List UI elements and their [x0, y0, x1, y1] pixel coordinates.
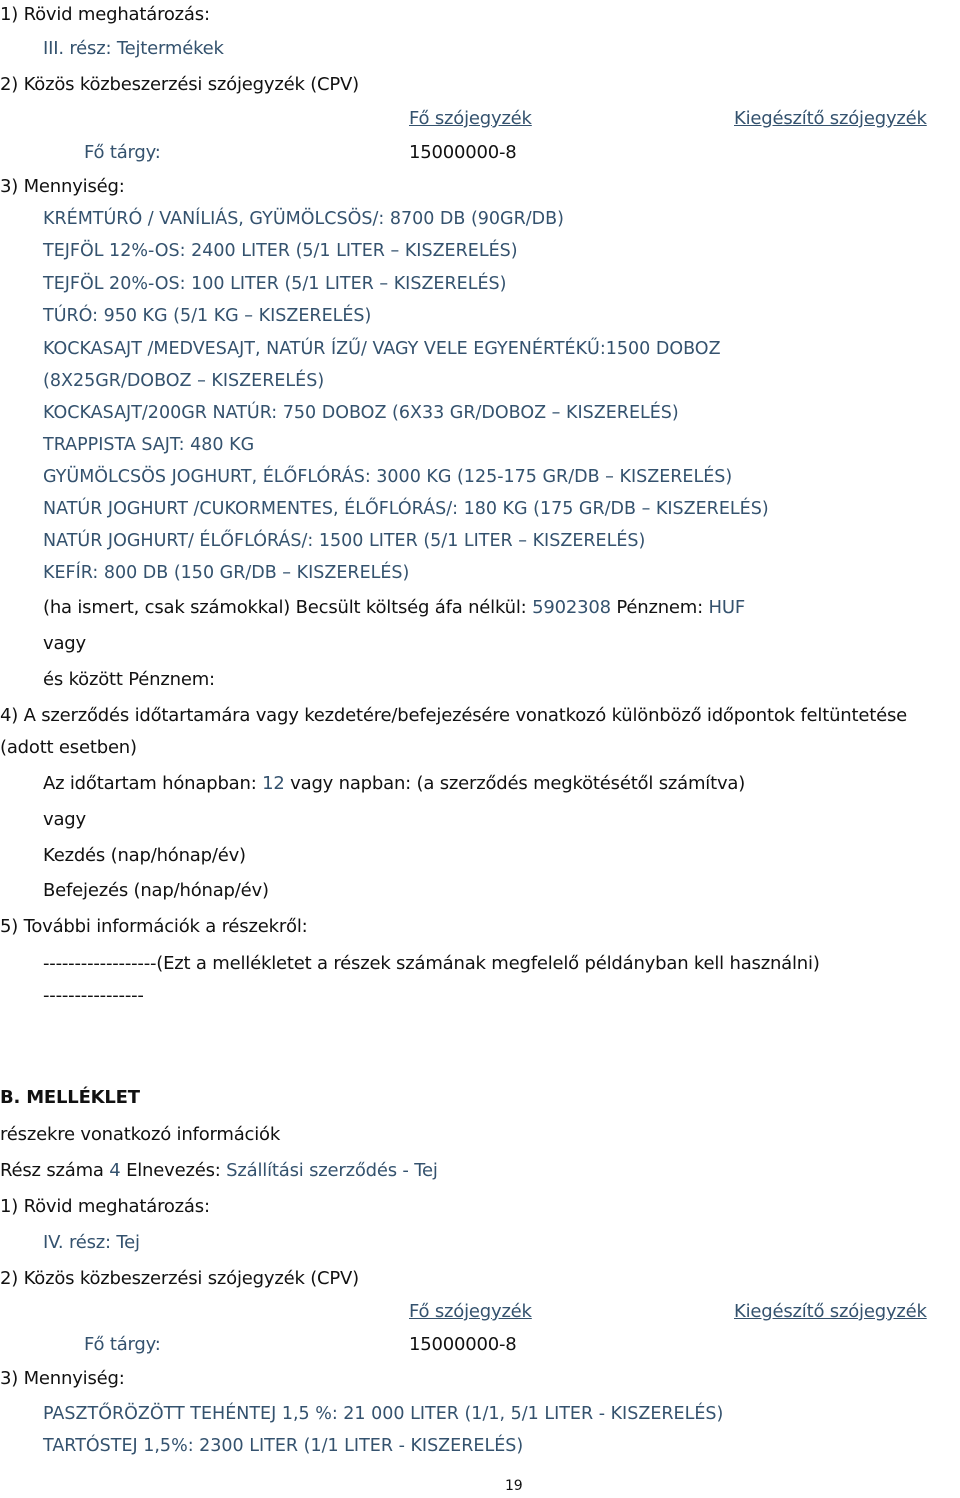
quantity-item: KOCKASAJT /MEDVESAJT, NATÚR ÍZŰ/ VAGY VELE EGYENÉRTÉKŰ:1500 DOBOZ [43, 339, 721, 359]
duration-months-value: 12 [262, 773, 285, 794]
start-date-label: Kezdés (nap/hónap/év) [43, 845, 246, 866]
or-text-2: vagy [43, 809, 86, 830]
quantity-item: KOCKASAJT/200GR NATÚR: 750 DOBOZ (6X33 GR/DOBOZ – KISZERELÉS) [43, 403, 679, 423]
annex-title: B. MELLÉKLET [0, 1087, 140, 1108]
part-name-label: Elnevezés: [126, 1160, 221, 1181]
quantity-item: KRÉMTÚRÓ / VANÍLIÁS, GYÜMÖLCSÖS/: 8700 DB (90GR/DB) [43, 209, 564, 229]
annex-usage-note: ------------------(Ezt a mellékletet a részek számának megfelelő példányban kell használni) [43, 953, 820, 974]
part-header-line [0, 1159, 438, 1183]
duration-heading: 4) A szerződés időtartamára vagy kezdetére/befejezésére vonatkozó különböző időpontok feltüntetése [0, 705, 908, 726]
quantity-label: 3) Mennyiség: [0, 176, 125, 197]
quantity-item: TEJFÖL 12%-OS: 2400 LITER (5/1 LITER – KISZERELÉS) [43, 241, 518, 261]
quantity-item: NATÚR JOGHURT /CUKORMENTES, ÉLŐFLÓRÁS/: 180 KG (175 GR/DB – KISZERELÉS) [43, 499, 769, 519]
duration-rest: vagy napban: (a szerződés megkötésétől számítva) [290, 773, 746, 794]
page-number: 19 [505, 1478, 523, 1494]
quantity-item: (8X25GR/DOBOZ – KISZERELÉS) [43, 371, 325, 391]
part-name-value: Szállítási szerződés - Tej [226, 1160, 438, 1181]
short-definition-value: IV. rész: Tej [43, 1232, 140, 1253]
short-definition-label: 1) Rövid meghatározás: [0, 1196, 210, 1217]
supplementary-vocabulary-header: Kiegészítő szójegyzék [734, 108, 927, 129]
between-currency-text: és között Pénznem: [43, 669, 215, 690]
short-definition-label: 1) Rövid meghatározás: [0, 4, 210, 25]
estimated-cost-line [43, 596, 745, 620]
quantity-item: PASZTŐRÖZÖTT TEHÉNTEJ 1,5 %: 21 000 LITER (1/1, 5/1 LITER - KISZERELÉS) [43, 1404, 724, 1424]
main-subject-label: Fő tárgy: [84, 1334, 161, 1355]
duration-heading-continued: (adott esetben) [0, 737, 137, 758]
quantity-item: NATÚR JOGHURT/ ÉLŐFLÓRÁS/: 1500 LITER (5/1 LITER – KISZERELÉS) [43, 531, 646, 551]
part-number-value: 4 [109, 1160, 121, 1181]
duration-line [43, 772, 745, 796]
part-number-label: Rész száma [0, 1160, 104, 1181]
estimated-cost-value: 5902308 [532, 597, 611, 618]
quantity-item: TÚRÓ: 950 KG (5/1 KG – KISZERELÉS) [43, 306, 372, 326]
estimated-cost-label: (ha ismert, csak számokkal) Becsült költség áfa nélkül: [43, 597, 527, 618]
quantity-item: KEFÍR: 800 DB (150 GR/DB – KISZERELÉS) [43, 563, 410, 583]
annex-usage-note-continued: ---------------- [43, 985, 144, 1006]
main-vocabulary-header: Fő szójegyzék [409, 108, 532, 129]
short-definition-value: III. rész: Tejtermékek [43, 38, 224, 59]
main-subject-code: 15000000-8 [409, 142, 517, 163]
currency-value: HUF [708, 597, 745, 618]
currency-label: Pénznem: [616, 597, 703, 618]
quantity-item: TRAPPISTA SAJT: 480 KG [43, 435, 255, 455]
quantity-item: TARTÓSTEJ 1,5%: 2300 LITER (1/1 LITER - KISZERELÉS) [43, 1436, 524, 1456]
annex-subtitle: részekre vonatkozó információk [0, 1124, 281, 1145]
duration-label: Az időtartam hónapban: [43, 773, 257, 794]
main-subject-label: Fő tárgy: [84, 142, 161, 163]
quantity-label: 3) Mennyiség: [0, 1368, 125, 1389]
or-text: vagy [43, 633, 86, 654]
supplementary-vocabulary-header: Kiegészítő szójegyzék [734, 1301, 927, 1322]
cpv-label: 2) Közös közbeszerzési szójegyzék (CPV) [0, 74, 359, 95]
cpv-label: 2) Közös közbeszerzési szójegyzék (CPV) [0, 1268, 359, 1289]
main-vocabulary-header: Fő szójegyzék [409, 1301, 532, 1322]
main-subject-code: 15000000-8 [409, 1334, 517, 1355]
more-info-label: 5) További információk a részekről: [0, 916, 308, 937]
quantity-item: GYÜMÖLCSÖS JOGHURT, ÉLŐFLÓRÁS: 3000 KG (125-175 GR/DB – KISZERELÉS) [43, 467, 733, 487]
quantity-item: TEJFÖL 20%-OS: 100 LITER (5/1 LITER – KISZERELÉS) [43, 274, 507, 294]
end-date-label: Befejezés (nap/hónap/év) [43, 880, 269, 901]
